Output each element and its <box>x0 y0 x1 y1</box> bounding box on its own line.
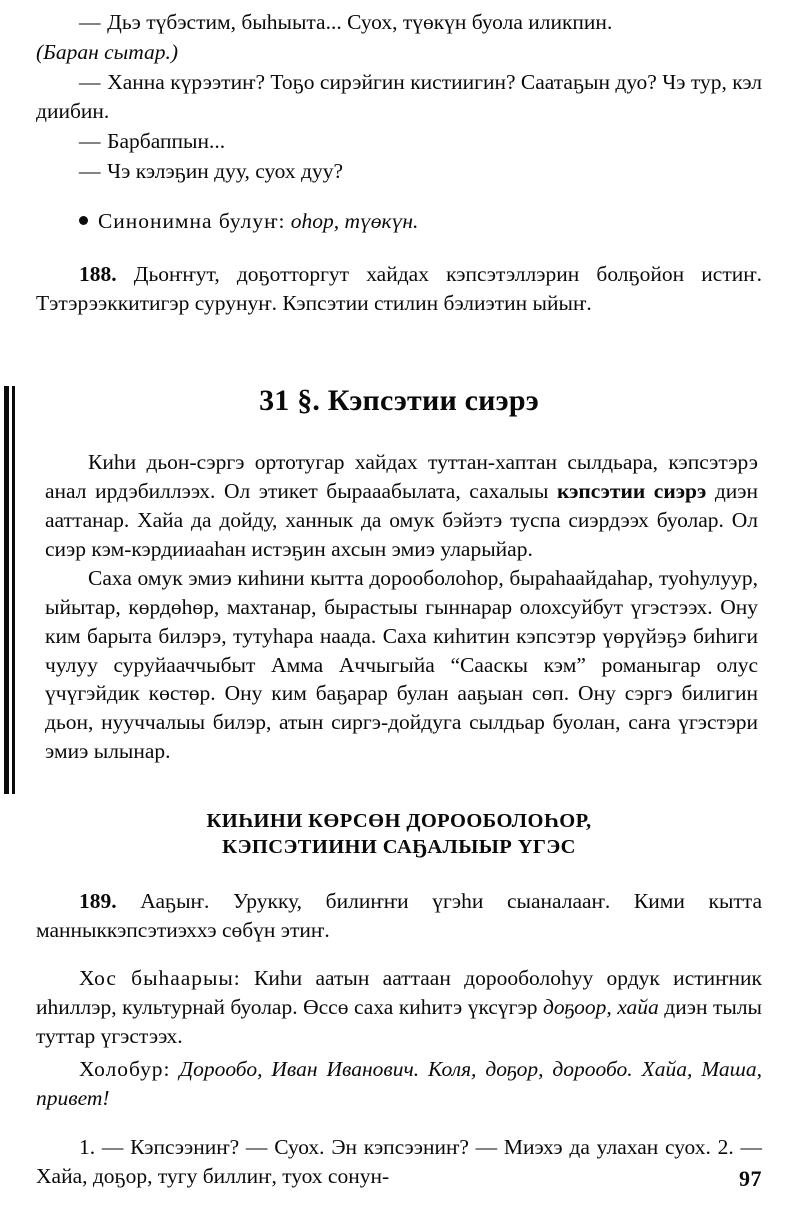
margin-change-bar <box>4 386 15 794</box>
synonym-note <box>36 207 762 236</box>
extra-note-italic-words: доҕоор, хайа <box>542 995 659 1020</box>
exercise-189-number: 189. <box>79 888 117 913</box>
dialog-samples-block <box>36 1133 762 1191</box>
dialogue-line-3 <box>36 127 762 156</box>
extra-note-paragraph <box>36 964 762 1051</box>
em-dash-1: — <box>79 10 102 34</box>
extra-note-text-after: диэн тылы туттар үгэстээх. <box>36 995 762 1049</box>
section-body <box>36 448 762 766</box>
exercise-188-text: Дьоҥҥут, доҕотторгут хайдах кэпсэтэллэрин болҕойон истиҥ. Тэтэрээккитигэр сурунуҥ. Кэпсэтии стилин бэлиэтин ыйыҥ. <box>36 262 762 316</box>
synonym-note-items: оһор, түөкүн. <box>290 209 419 234</box>
example-paragraph <box>36 1055 762 1113</box>
section-p1-part-3: диэн ааттанар. Хайа да дойду, ханнык да омук бэйэтэ туспа сиэрдээх буолар. Ол сиэр кэм-кэрдииааһан истэҕин ахсын эмиэ уларыйар. <box>45 479 759 561</box>
exercise-188-number: 188. <box>79 262 117 287</box>
dialogue-text-3: Барбаппын... <box>107 128 226 153</box>
bullet-dot-icon <box>79 216 88 225</box>
sub-heading-line-1: КИҺИНИ КӨРСӨН ДОРООБОЛОҺОР, <box>206 810 592 833</box>
dialogue-text-1: Дьэ түбэстим, быһыыта... Суох, түөкүн буола иликпин. <box>107 10 613 34</box>
change-bar-thin-rule <box>12 386 15 794</box>
extra-note-text-before: Киһи аатын ааттаан дорооболоһуу ордук истиҥник иһиллэр, культурнай буолар. Өссө саха киһитэ үксүгэр <box>36 966 762 1020</box>
dialogue-line-4 <box>36 157 762 186</box>
exercise-189-text: Ааҕыҥ. Урукку, билиҥҥи үгэһи сыаналааҥ. Кими кытта манныккэпсэтиэххэ сөбүн этиҥ. <box>36 888 762 942</box>
em-dash-4: — <box>79 158 102 183</box>
sub-heading-line-2: КЭПСЭТИИНИ САҔАЛЫЫР ҮГЭС <box>222 836 576 859</box>
section-heading: 31 §. Кэпсэтии сиэрэ <box>259 384 539 418</box>
stage-direction-text: (Баран сытар.) <box>36 39 179 64</box>
section-p1-part-1: Киһи дьон-сэргэ ортотугар хайдах туттан-хаптан сылдьара, кэпсэтэрэ анал ирдэбиллээх. Ол этикет бырааабылата, сахалыы <box>45 450 758 504</box>
dialogue-stage-direction <box>36 38 762 67</box>
extra-note-block <box>36 964 762 1051</box>
example-label: Холобур: <box>79 1057 171 1082</box>
change-bar-thick-rule <box>4 386 9 794</box>
dialogue-line-2 <box>36 68 762 126</box>
dialog-samples-paragraph: 1. — Кэпсээниҥ? — Суох. Эн кэпсээниҥ? — Миэхэ да улахан суох. 2. — Хайа, доҕор, тугу биллиҥ, туох сонун- <box>36 1134 762 1188</box>
exercise-189-paragraph <box>36 887 762 945</box>
sub-heading <box>36 808 762 860</box>
page-number: 97 <box>739 1166 762 1191</box>
extra-note-label: Хос быһаарыы: <box>79 966 241 991</box>
section-p1-bold-term: кэпсэтии сиэрэ <box>557 479 707 504</box>
example-block <box>36 1055 762 1113</box>
section-paragraph-1 <box>45 448 758 564</box>
dialogue-line-1 <box>36 8 762 37</box>
exercise-188 <box>36 260 762 318</box>
exercise-189 <box>36 887 762 945</box>
em-dash-2: — <box>79 69 102 94</box>
exercise-188-paragraph <box>36 260 762 318</box>
example-italic-text: Дорообо, Иван Иванович. Коля, доҕор, дорообо. Хайа, Маша, привет! <box>36 1057 762 1111</box>
dialogue-text-4: Чэ кэлэҕин дуу, суох дуу? <box>107 158 343 183</box>
section-paragraph-2: Саха омук эмиэ киһини кытта дорооболоһор, быраһаайдаһар, туоһулуур, ыйытар, көрдөһөр, махтанар, бырастыы гыннарар олохсуйбут үгэстээх. Ону ким барыта билэрэ, тутуһара наада. Саха киһитин кэпсэтэр үөрүйэҕэ биһиги чулуу суруйааччыбыт Амма Аччыгыйа “Сааскы кэм” романыгар олус үчүгэйдик көстөр. Ону ким баҕарар булан ааҕыан сөп. Ону сэргэ билигин дьон, нууччалыы билэр, атын сиргэ-дойдуга сылдьар буолан, саҥа үгэстэри эмиэ ылынар. <box>45 565 758 764</box>
synonym-note-label: Синонимна булуҥ: <box>98 209 286 234</box>
dialogue-block <box>36 0 762 185</box>
em-dash-3: — <box>79 128 102 153</box>
dialogue-text-2: Ханна күрээтиҥ? Тоҕо сирэйгин кистиигин? Саатаҕын дуо? Чэ тур, кэл диибин. <box>36 69 762 123</box>
